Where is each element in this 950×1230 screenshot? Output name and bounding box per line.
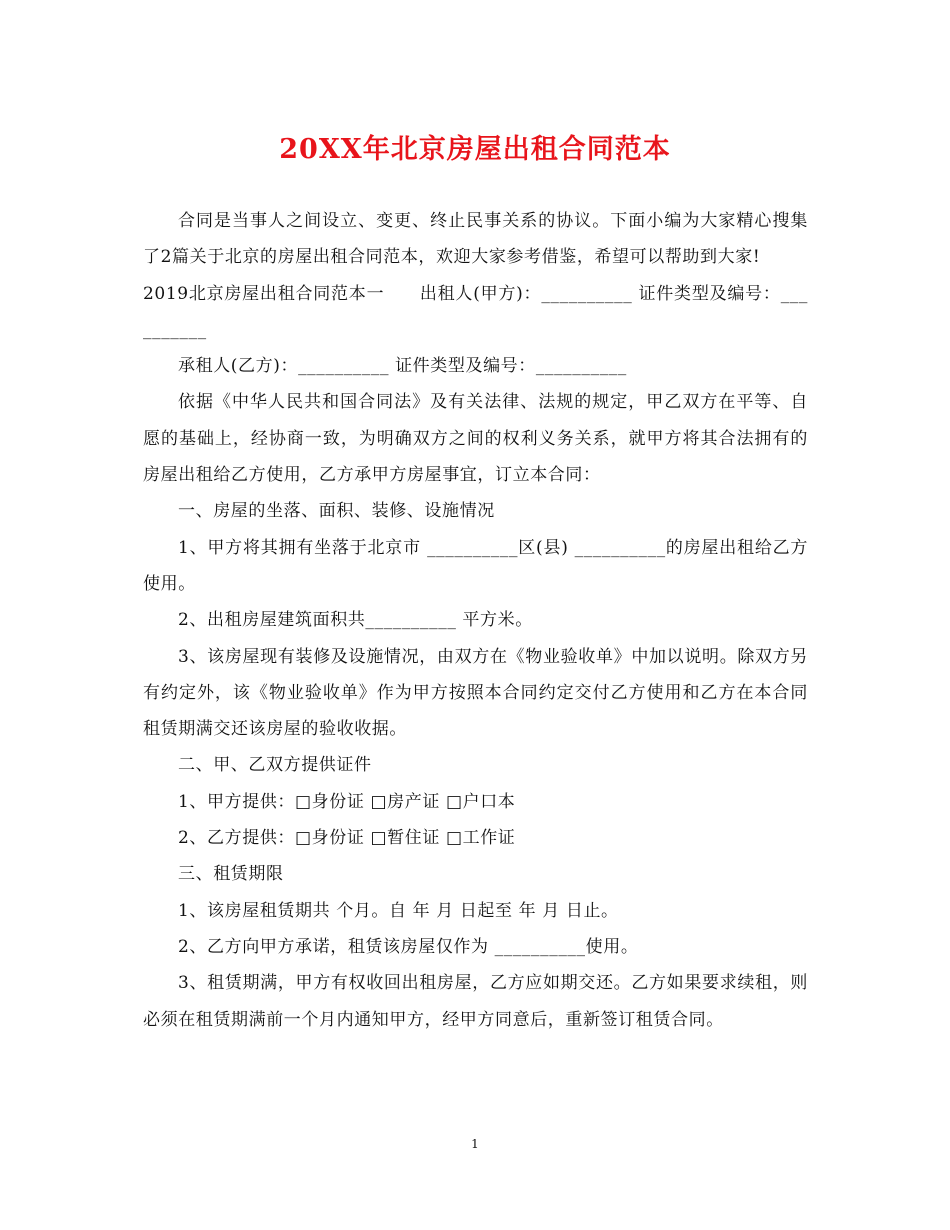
intro-paragraph: 合同是当事人之间设立、变更、终止民事关系的协议。下面小编为大家精心搜集了2篇关于北京的房屋出租合同范本，欢迎大家参考借鉴，希望可以帮助到大家! [143, 211, 808, 268]
clause-3-2: 2、乙方向甲方承诺，租赁该房屋仅作为 __________使用。 [178, 936, 639, 957]
lessee-line: 承租人(乙方)：__________ 证件类型及编号：__________ [178, 356, 627, 377]
contract-heading-lessor-line: 2019北京房屋出租合同范本一 出租人(甲方)：__________ 证件类型及编号：__________ [143, 283, 808, 340]
document-body [143, 203, 808, 1038]
clause-3-1: 1、该房屋租赁期共 个月。自 年 月 日起至 年 月 日止。 [178, 900, 619, 921]
section-heading-1: 一、房屋的坐落、面积、装修、设施情况 [178, 501, 495, 522]
clause-3-3: 3、租赁期满，甲方有权收回出租房屋，乙方应如期交还。乙方如果要求续租，则必须在租赁期满前一个月内通知甲方，经甲方同意后，重新签订租赁合同。 [143, 973, 808, 1030]
clause-1-2: 2、出租房屋建筑面积共__________ 平方米。 [178, 610, 533, 631]
document-title: 20XX年北京房屋出租合同范本 [279, 134, 671, 165]
section-heading-3: 三、租赁期限 [178, 864, 284, 885]
page-number: 1 [471, 1137, 479, 1151]
basis-paragraph: 依据《中华人民共和国合同法》及有关法律、法规的规定，甲乙双方在平等、自愿的基础上，经协商一致，为明确双方之间的权利义务关系，就甲方将其合法拥有的房屋出租给乙方使用，乙方承甲方房屋事宜，订立本合同： [143, 392, 808, 486]
section-heading-2: 二、甲、乙双方提供证件 [178, 755, 372, 776]
clause-2-2: 2、乙方提供：□身份证 □暂住证 □工作证 [178, 828, 516, 849]
clause-2-1: 1、甲方提供：□身份证 □房产证 □户口本 [178, 791, 516, 812]
clause-1-3: 3、该房屋现有装修及设施情况，由双方在《物业验收单》中加以说明。除双方另有约定外，该《物业验收单》作为甲方按照本合同约定交付乙方使用和乙方在本合同租赁期满交还该房屋的验收收据。 [143, 646, 808, 740]
clause-1-1: 1、甲方将其拥有坐落于北京市 __________区(县) __________的房屋出租给乙方使用。 [143, 537, 808, 594]
